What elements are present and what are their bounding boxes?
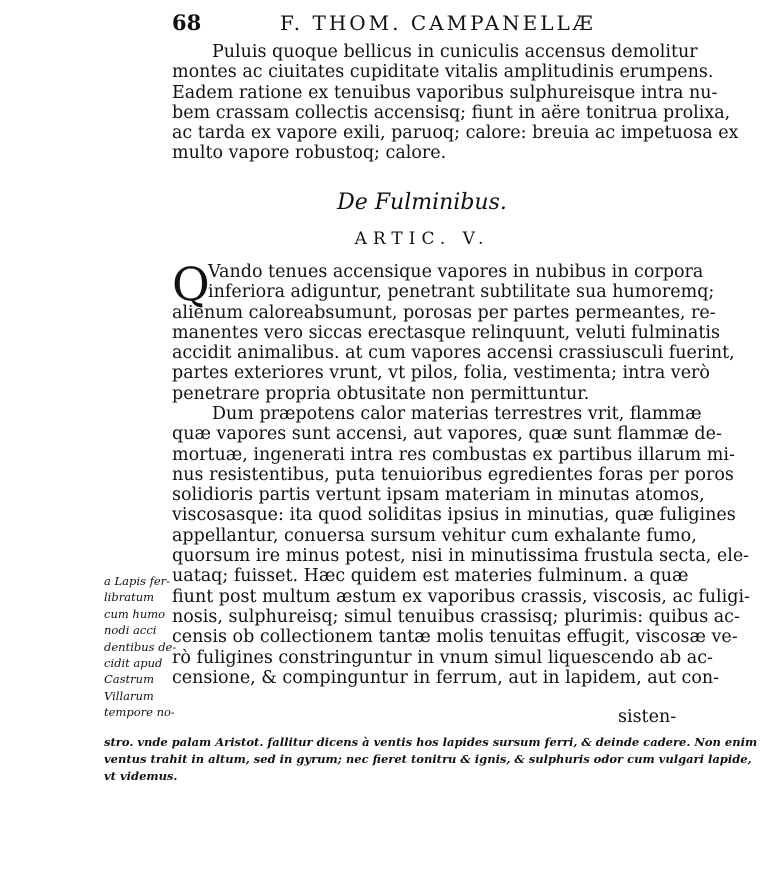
section-title: De Fulminibus. (337, 190, 507, 215)
text-line: quorsum ire minus potest, nisi in minutissima frustula secta, ele- (172, 546, 750, 567)
dropcap-lines (172, 257, 715, 311)
text-line: fiunt post multum æstum ex vaporibus crassis, viscosis, ac fuligi- (172, 586, 750, 607)
text-line: Vando tenues accensique vapores in nubibus in corpora (208, 262, 704, 282)
note-line: Castrum (104, 672, 154, 687)
dropcap-block (172, 257, 715, 311)
footnote-continuation (104, 734, 758, 785)
text-line: accidit animalibus. at cum vapores accensi crassiusculi fuerint, (172, 343, 735, 364)
text-line: manentes vero siccas erectasque relinquunt, veluti fulminatis (172, 322, 720, 343)
text-line: Eadem ratione ex tenuibus vaporibus sulphureisque intra nu- (172, 82, 718, 103)
text-line: multo vapore robustoq; calore. (172, 143, 447, 164)
paragraph-dum (172, 404, 750, 688)
note-line: cidit apud (104, 655, 163, 670)
note-line: vt videmus. (104, 769, 178, 783)
text-line: mortuæ, ingenerati intra res combustas ex partibus illarum mi- (172, 444, 735, 465)
paragraph-quando (172, 257, 735, 404)
text-line: censione, & compinguntur in ferrum, aut in lapidem, aut con- (172, 667, 720, 688)
note-line: Villarum (104, 688, 154, 703)
running-head: F. THOM. CAMPANELLÆ (280, 11, 596, 35)
text-line: censis ob collectionem tantæ molis tenuitas effugit, viscosæ ve- (172, 627, 738, 648)
catchword: sisten- (618, 707, 677, 727)
page-number: 68 (172, 10, 202, 35)
note-line: a Lapis fer- (104, 574, 171, 588)
note-line: cum humo (104, 606, 166, 621)
note-line: tempore no- (104, 705, 175, 720)
text-line: rò fuligines constringuntur in vnum simul liquescendo ab ac- (172, 647, 713, 668)
note-line: nodi acci (104, 623, 157, 638)
note-line: stro. vnde palam Aristot. fallitur dicens à ventis hos lapides sursum ferri, & deinde cadere. Non enim (104, 735, 758, 749)
drop-cap: Q (172, 257, 210, 311)
text-line: penetrare propria obtusitate non permittuntur. (172, 383, 590, 404)
text-line: quæ vapores sunt accensi, aut vapores, quæ sunt flammæ de- (172, 424, 722, 445)
text-line: alienum caloreabsumunt, porosas per partes permeantes, re- (172, 302, 716, 323)
paragraph-pulvis (172, 42, 739, 164)
margin-note (104, 573, 177, 721)
text-line: solidioris partis vertunt ipsam materiam in minutas atomos, (172, 485, 705, 506)
text-line: ac tarda ex vapore exili, paruoq; calore: breuia ac impetuosa ex (172, 123, 739, 144)
text-line: partes exteriores vrunt, vt pilos, folia, vestimenta; intra verò (172, 363, 710, 384)
text-line: appellantur, conuersa sursum vehitur cum exhalante fumo, (172, 525, 697, 546)
article-label: ARTIC. V. (354, 229, 490, 249)
text-line: viscosasque: ita quod soliditas ipsius in minutias, quæ fuligines (172, 505, 736, 526)
text-line: Dum præpotens calor materias terrestres vrit, flammæ (212, 404, 702, 424)
text-line: bem crassam collectis accensisq; fiunt in aëre tonitrua prolixa, (172, 102, 731, 123)
text-line: montes ac ciuitates cupiditate vitalis amplitudinis erumpens. (172, 62, 714, 83)
text-line: nus resistentibus, puta tenuioribus egredientes foras per poros (172, 464, 734, 485)
note-line: libratum (104, 590, 155, 605)
page-header (172, 10, 672, 38)
text-line: inferiora adiguntur, penetrant subtilitate sua humoremq; (208, 282, 715, 303)
text-line: Puluis quoque bellicus in cuniculis accensus demolitur (212, 42, 698, 62)
note-line: dentibus de- (104, 639, 177, 654)
note-line: ventus trahit in altum, sed in gyrum; nec fieret tonitru & ignis, & sulphuris odor cum vulgari lapide, (104, 752, 752, 766)
text-line: uataq; fuisset. Hæc quidem est materies fulminum. a quæ (172, 566, 689, 587)
text-line: nosis, sulphureisq; simul tenuibus crassisq; plurimis: quibus ac- (172, 606, 740, 627)
